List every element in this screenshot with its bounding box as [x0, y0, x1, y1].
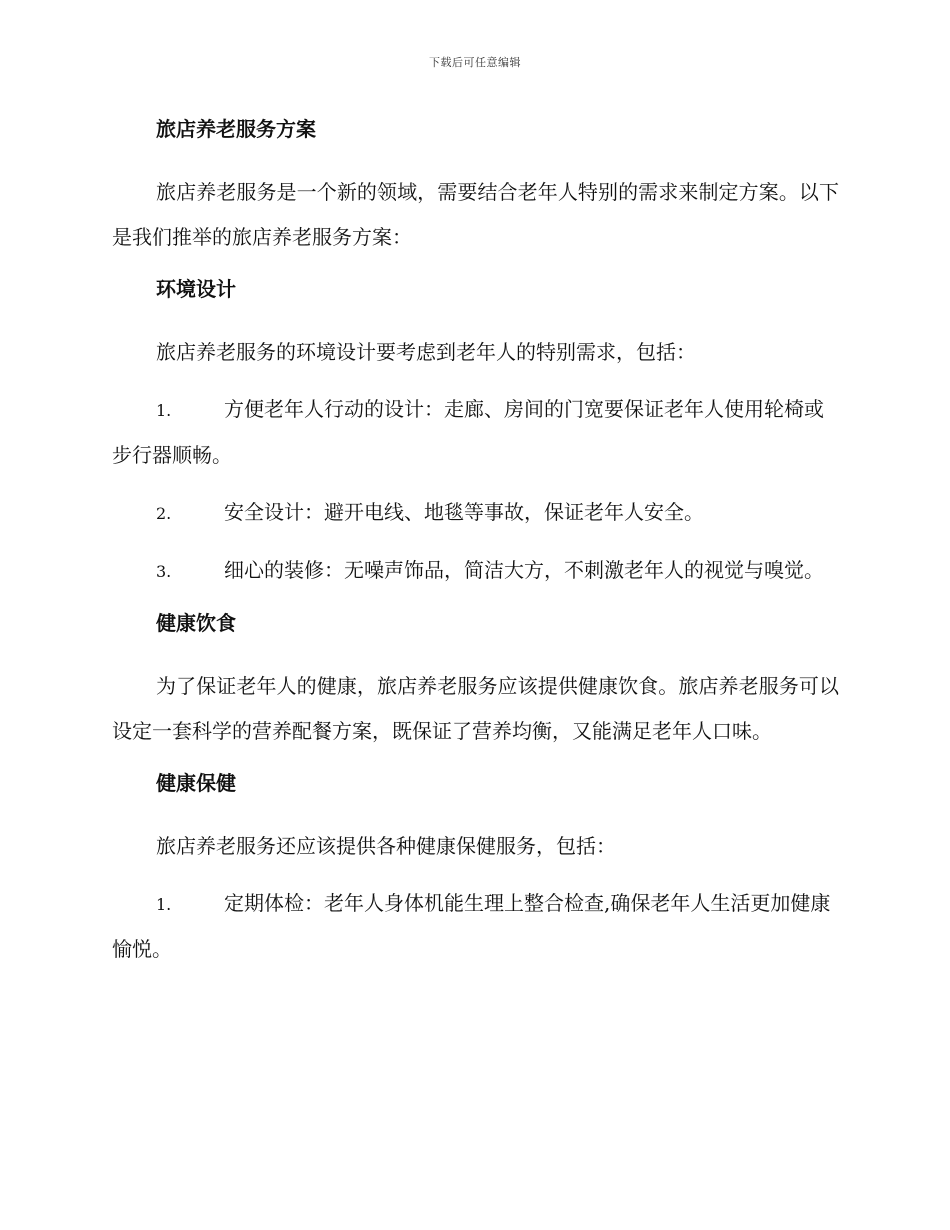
list-text: 安全设计：避开电线、地毯等事故，保证老年人安全。 — [224, 500, 704, 524]
section-heading-environment: 环境设计 — [156, 277, 236, 301]
health-intro: 旅店养老服务还应该提供各种健康保健服务，包括： — [156, 834, 616, 858]
environment-list-item — [112, 387, 839, 478]
document-title: 旅店养老服务方案 — [156, 117, 316, 141]
list-text: 细心的装修：无噪声饰品，简洁大方，不刺激老年人的视觉与嗅觉。 — [224, 558, 824, 582]
document-body — [112, 112, 839, 984]
section-heading-health: 健康保健 — [156, 771, 236, 795]
header-note: 下载后可任意编辑 — [429, 56, 521, 69]
list-number: 3. — [156, 562, 172, 581]
diet-paragraph: 为了保证老年人的健康，旅店养老服务应该提供健康饮食。旅店养老服务可以设定一套科学的营养配餐方案，既保证了营养均衡，又能满足老年人口味。 — [112, 674, 839, 743]
environment-intro: 旅店养老服务的环境设计要考虑到老年人的特别需求，包括： — [156, 340, 696, 364]
list-text: 方便老年人行动的设计：走廊、房间的门宽要保证老年人使用轮椅或步行器顺畅。 — [112, 397, 824, 467]
environment-list-item — [112, 548, 839, 594]
intro-paragraph: 旅店养老服务是一个新的领域，需要结合老年人特别的需求来制定方案。以下是我们推举的旅店养老服务方案： — [112, 180, 839, 249]
list-number: 1. — [156, 895, 172, 914]
environment-list-item — [112, 490, 839, 536]
list-text: 定期体检：老年人身体机能生理上整合检查,确保老年人生活更加健康愉悦。 — [112, 891, 831, 961]
section-heading-diet: 健康饮食 — [156, 611, 236, 635]
list-number: 2. — [156, 504, 172, 523]
health-list-item — [112, 881, 839, 972]
list-number: 1. — [156, 401, 172, 420]
